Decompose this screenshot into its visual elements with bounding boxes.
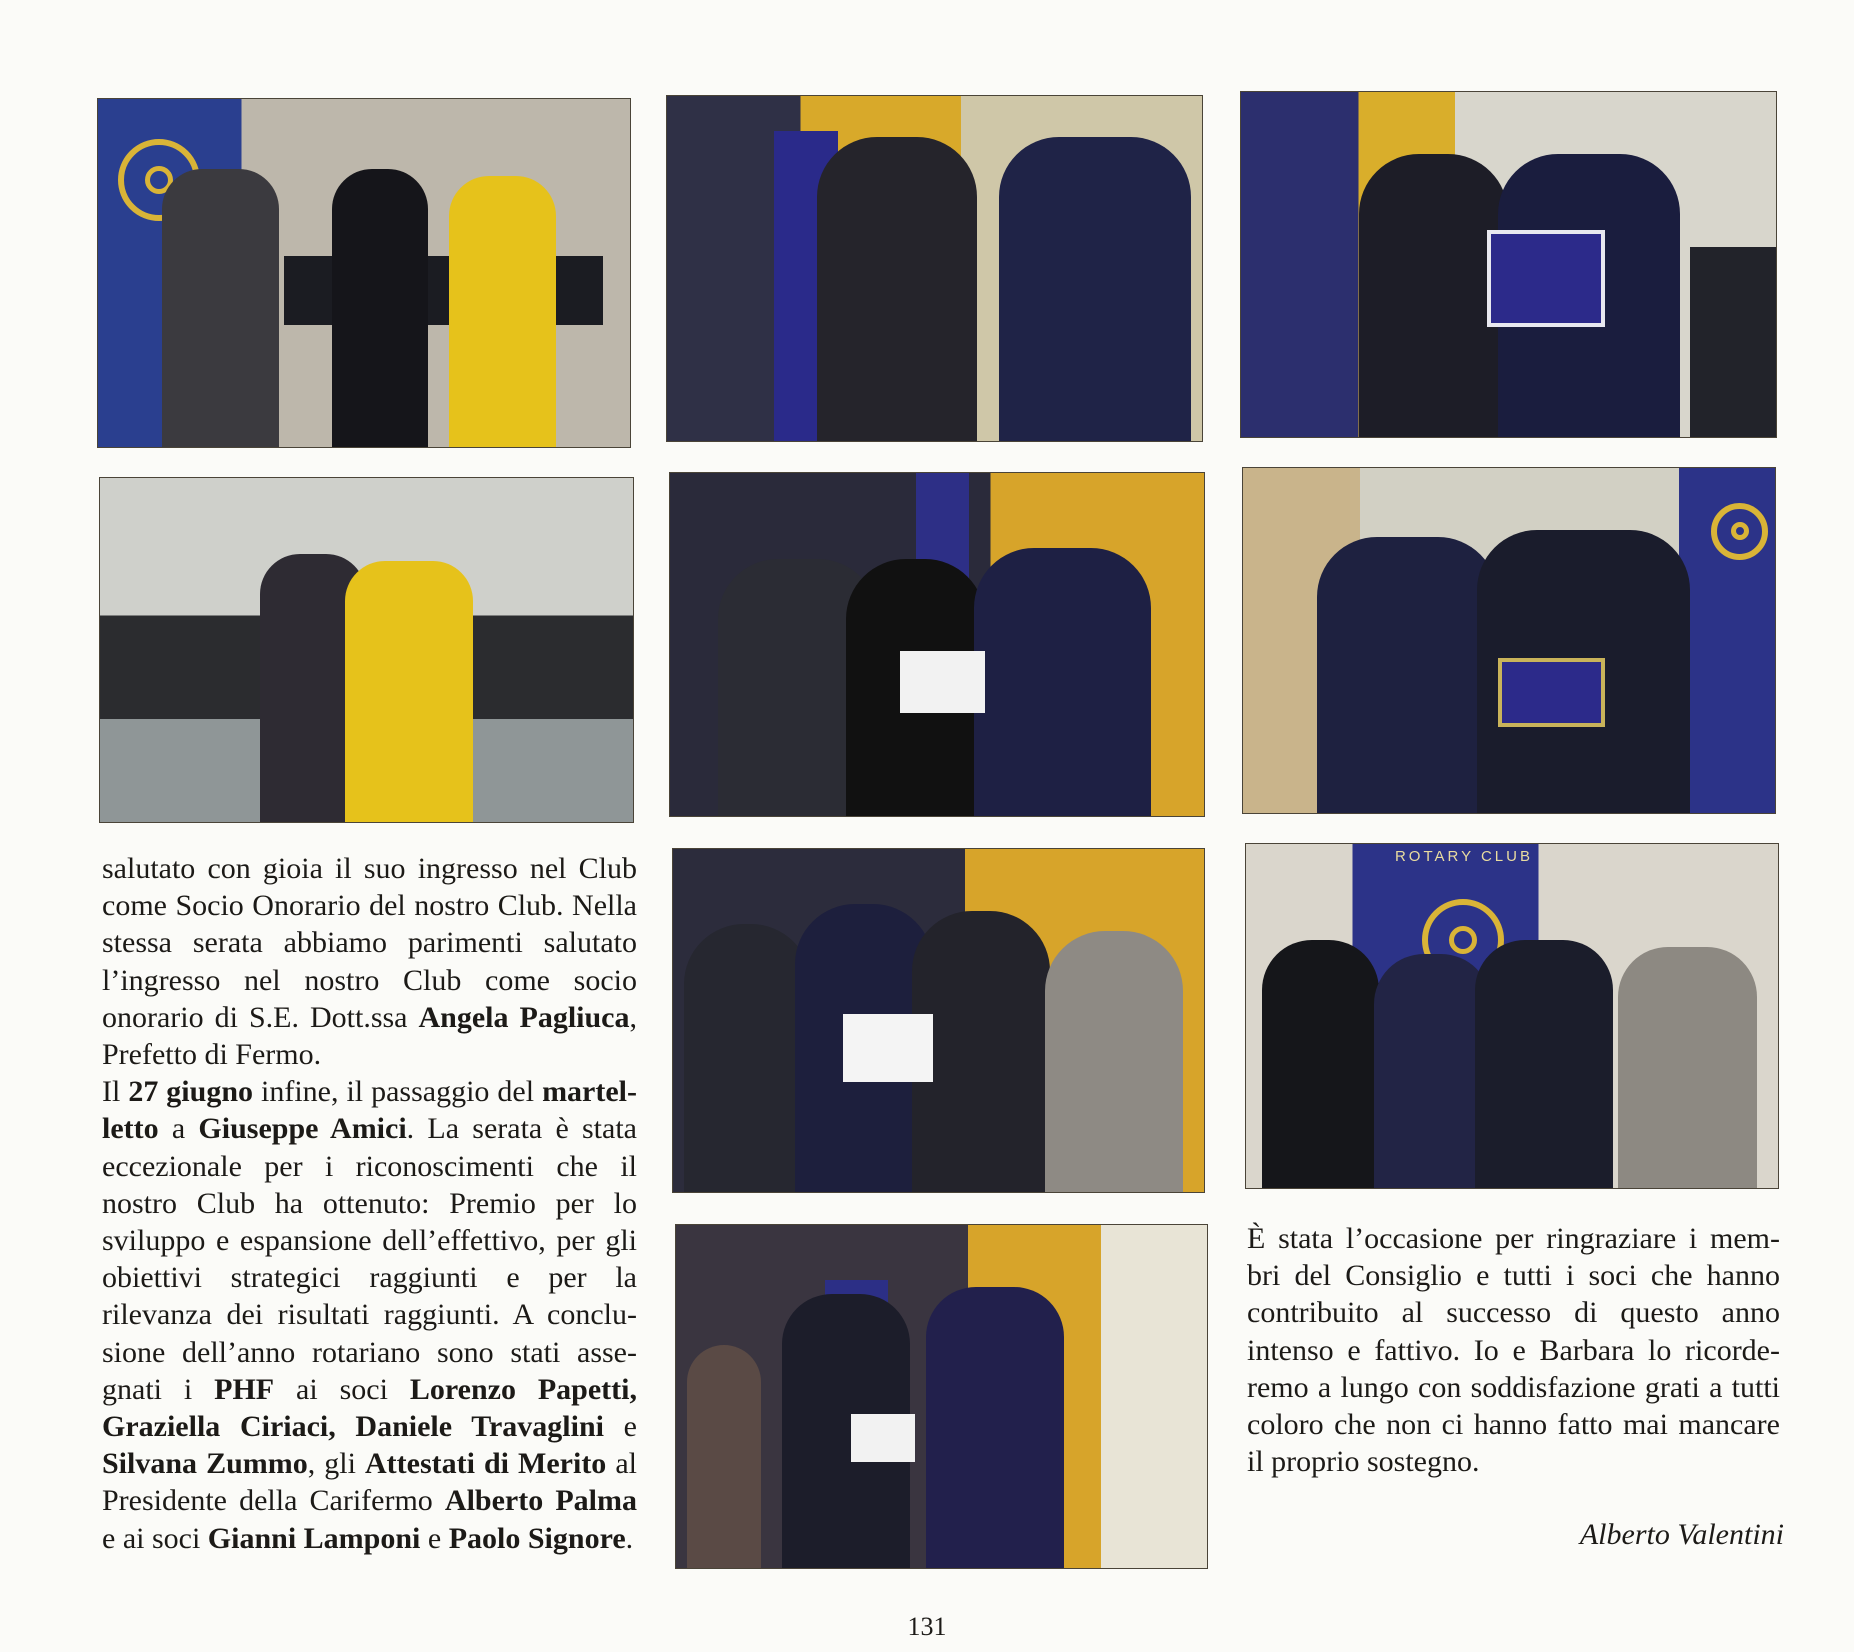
- left-column-text: [102, 850, 637, 1557]
- rotary-wheel-icon: [1711, 503, 1768, 560]
- photo-3: [1241, 92, 1776, 437]
- paragraph-2: Il 27 giugno infine, il passaggio del martel-letto a Giuseppe Amici. La serata è stata eccezionale per i riconoscimenti che il nostro Club ha ottenuto: Premio per lo sviluppo e espansione dell’effettivo, per gli obiettivi strategici raggiunti e per la rilevanza dei risultati raggiunti. A conclu-sione dell’anno rotariano sono stati asse-gnati i PHF ai soci Lorenzo Papetti, Graziella Ciriaci, Daniele Travaglini e Silvana Zummo, gli Attestati di Merito al Presidente della Carifermo Alberto Palma e ai soci Gianni Lamponi e Paolo Signore.: [102, 1075, 637, 1555]
- photo-7: [673, 849, 1204, 1192]
- paragraph-right: È stata l’occasione per ringraziare i mem-bri del Consiglio e tutti i soci che hanno contribuito al successo di questo anno intenso e fattivo. Io e Barbara lo ricorde-remo a lungo con soddisfazione grati a tutti coloro che non ci hanno fatto mai mancare il proprio sostegno.: [1247, 1222, 1780, 1479]
- page-number: 131: [907, 1612, 947, 1641]
- photo-1: [98, 99, 630, 447]
- photo-6: [1243, 468, 1775, 813]
- photo-5: [670, 473, 1204, 816]
- banner-text: ROTARY CLUB: [1394, 848, 1533, 865]
- photo-4: [100, 478, 633, 822]
- photo-8: [1246, 844, 1778, 1188]
- signature: Alberto Valentini: [1579, 1518, 1784, 1551]
- paragraph-1: salutato con gioia il suo ingresso nel Club come Socio Onorario del nostro Club. Nella stessa serata abbiamo parimenti salutato l’ingresso nel nostro Club come socio onorario di S.E. Dott.ssa Angela Pagliuca, Prefetto di Fermo.: [102, 852, 637, 1072]
- photo-9: [676, 1225, 1207, 1568]
- photo-2: [667, 96, 1202, 441]
- right-column-text: [1247, 1220, 1780, 1480]
